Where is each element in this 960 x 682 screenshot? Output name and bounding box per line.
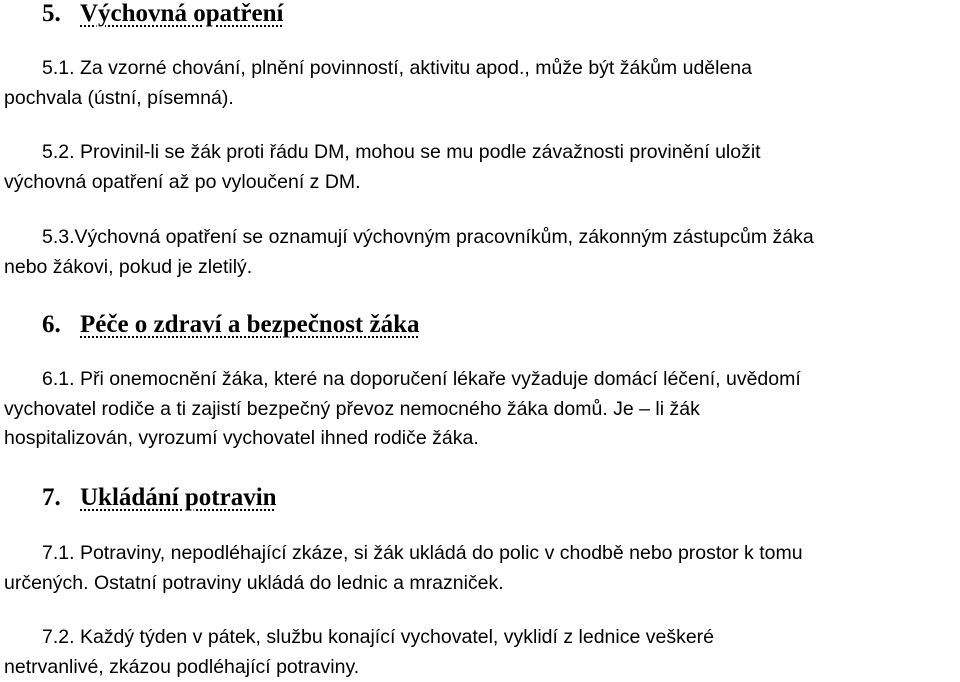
section-7-title: Ukládání potravin bbox=[80, 484, 277, 511]
paragraph-5-2 bbox=[4, 138, 960, 197]
section-6-title: Péče o zdraví a bezpečnost žáka bbox=[80, 311, 420, 338]
section-6-heading bbox=[42, 311, 420, 339]
section-5-title: Výchovná opatření bbox=[80, 0, 284, 27]
paragraph-7-1-line-1: 7.1. Potraviny, nepodléhající zkáze, si žák ukládá do polic v chodbě nebo prostor k tomu bbox=[42, 542, 803, 564]
paragraph-7-2-line-2: netrvanlivé, zkázou podléhající potraviny. bbox=[4, 655, 360, 678]
paragraph-5-3 bbox=[4, 223, 960, 282]
paragraph-5-1-line-1: 5.1. Za vzorné chování, plnění povinností, aktivitu apod., může být žákům udělena bbox=[42, 57, 752, 79]
paragraph-7-2-line-1: 7.2. Každý týden v pátek, službu konající vychovatel, vyklidí z lednice veškeré bbox=[42, 626, 715, 648]
paragraph-5-1 bbox=[4, 54, 960, 113]
paragraph-6-1 bbox=[4, 365, 960, 454]
paragraph-5-2-line-2: výchovná opatření až po vyloučení z DM. bbox=[4, 170, 361, 193]
section-7-number: 7. bbox=[42, 484, 61, 511]
paragraph-7-2 bbox=[4, 623, 960, 682]
paragraph-7-1-line-2: určených. Ostatní potraviny ukládá do lednic a mrazniček. bbox=[4, 571, 504, 594]
paragraph-7-1 bbox=[4, 539, 960, 598]
section-5-number: 5. bbox=[42, 0, 61, 27]
paragraph-5-3-line-2: nebo žákovi, pokud je zletilý. bbox=[4, 255, 253, 278]
paragraph-5-3-line-1: 5.3.Výchovná opatření se oznamují výchovným pracovníkům, zákonným zástupcům žáka bbox=[42, 226, 814, 248]
paragraph-6-1-line-1: 6.1. Při onemocnění žáka, které na doporučení lékaře vyžaduje domácí léčení, uvědomí bbox=[42, 368, 801, 390]
section-6-number: 6. bbox=[42, 311, 61, 338]
section-5-heading bbox=[42, 0, 283, 28]
paragraph-5-1-line-2: pochvala (ústní, písemná). bbox=[4, 86, 234, 109]
paragraph-6-1-line-3: hospitalizován, vyrozumí vychovatel ihned rodiče žáka. bbox=[4, 427, 479, 449]
section-7-heading bbox=[42, 484, 277, 512]
paragraph-5-2-line-1: 5.2. Provinil-li se žák proti řádu DM, mohou se mu podle závažnosti provinění uložit bbox=[42, 141, 761, 163]
paragraph-6-1-line-2: vychovatel rodiče a ti zajistí bezpečný převoz nemocného žáka domů. Je – li žák bbox=[4, 397, 700, 420]
